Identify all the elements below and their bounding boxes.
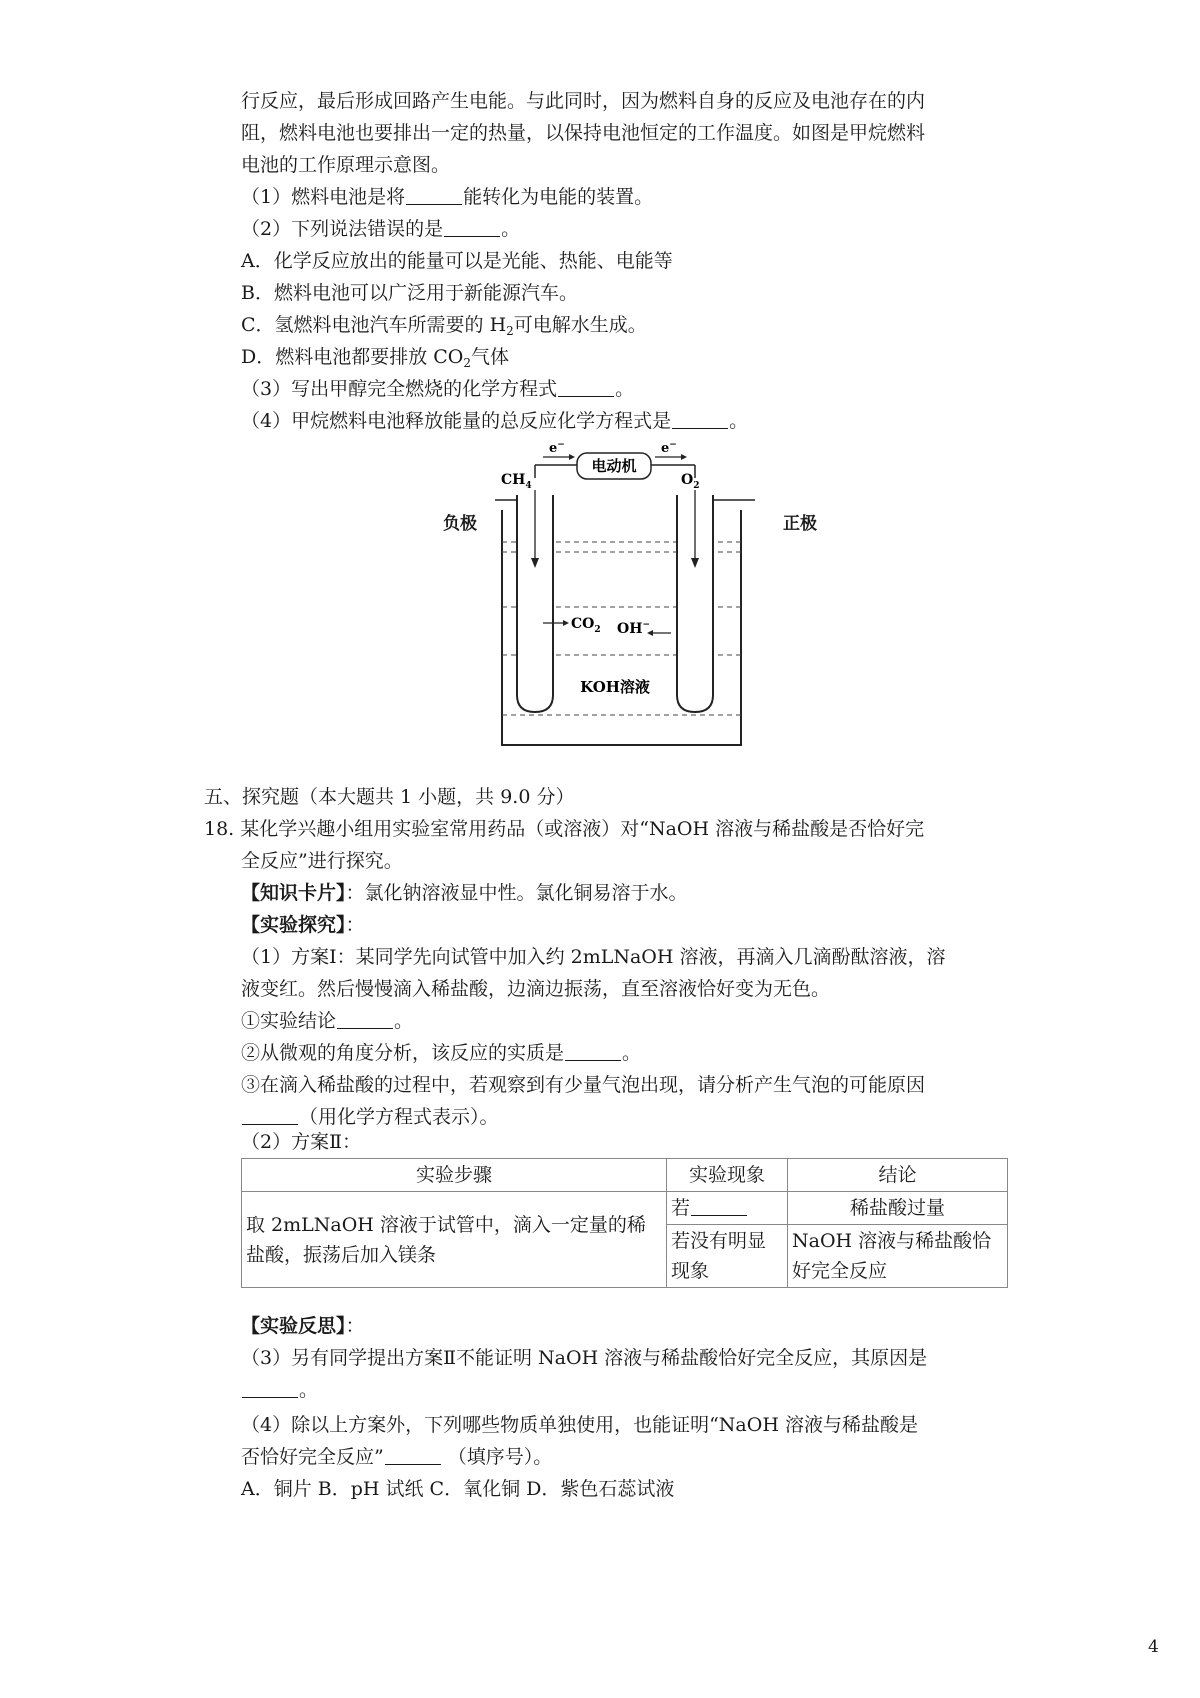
knowledge-card: 【知识卡片】：氯化钠溶液显中性。氯化铜易溶于水。	[241, 882, 688, 904]
table-cell-phenomenon: 若	[667, 1192, 788, 1225]
oh-label: OH−	[617, 620, 650, 637]
plan1-sub2: ②从微观的角度分析，该反应的实质是 。	[241, 1042, 642, 1064]
page-number: 4	[1148, 1637, 1159, 1657]
answer-blank[interactable]	[565, 1042, 621, 1061]
q17-part4: （4）甲烷燃料电池释放能量的总反应化学方程式是 。	[241, 410, 749, 432]
q18-stem-2: 全反应”进行探究。	[241, 850, 403, 872]
koh-solution-label: KOH溶液	[580, 678, 650, 696]
arrowhead	[569, 454, 575, 460]
o2-label: $O_2$	[681, 472, 700, 491]
answer-blank[interactable]	[672, 410, 728, 429]
answer-blank[interactable]	[691, 1197, 747, 1216]
plan1-sub3-line2: （用化学方程式表示）。	[241, 1102, 499, 1132]
answer-blank[interactable]	[558, 378, 614, 397]
section-heading: 五、探究题（本大题共 1 小题，共 9.0 分）	[204, 786, 575, 808]
table-row	[242, 1192, 1008, 1225]
plan1-sub3-line1: ③在滴入稀盐酸的过程中，若观察到有少量气泡出现，请分析产生气泡的可能原因	[241, 1074, 926, 1096]
reflection-part3-line2: 。	[241, 1375, 318, 1405]
methane-fuel-cell-diagram	[495, 440, 775, 752]
answer-blank[interactable]	[242, 1106, 298, 1125]
intro-line-3: 电池的工作原理示意图。	[241, 154, 451, 176]
table-cell-conclusion: 稀盐酸过量	[788, 1192, 1008, 1225]
q17-part3: （3）写出甲醇完全燃烧的化学方程式 。	[241, 378, 635, 400]
reflection-part4-line1: （4）除以上方案外，下列哪些物质单独使用，也能证明“NaOH 溶液与稀盐酸是	[241, 1414, 918, 1436]
reflection-options: A．铜片 B．pH 试纸 C．氧化铜 D．紫色石蕊试液	[241, 1478, 675, 1500]
q17-option-a: A．化学反应放出的能量可以是光能、热能、电能等	[241, 250, 673, 272]
ch4-label: $CH_4$	[501, 472, 532, 491]
plan1-line-1: （1）方案Ⅰ：某同学先向试管中加入约 2mLNaOH 溶液，再滴入几滴酚酞溶液，溶	[241, 946, 946, 968]
intro-line-2: 阻，燃料电池也要排出一定的热量，以保持电池恒定的工作温度。如图是甲烷燃料	[241, 122, 926, 144]
answer-blank[interactable]	[406, 186, 462, 205]
table-header: 实验步骤	[242, 1159, 667, 1192]
q17-option-b: B．燃料电池可以广泛用于新能源汽车。	[241, 282, 578, 304]
q17-option-d: D．燃料电池都要排放 $CO_2$气体	[241, 346, 510, 370]
answer-blank[interactable]	[444, 218, 500, 237]
q17-part2: （2）下列说法错误的是 。	[241, 218, 521, 240]
plan1-sub1: ①实验结论 。	[241, 1010, 414, 1032]
intro-line-1: 行反应，最后形成回路产生电能。与此同时，因为燃料自身的反应及电池存在的内	[241, 90, 926, 112]
motor-label: 电动机	[591, 457, 637, 475]
table-header-row	[242, 1159, 1008, 1192]
electron-label-left: e−	[549, 440, 565, 456]
table-header: 实验现象	[667, 1159, 788, 1192]
q17-part1: （1）燃料电池是将 能转化为电能的装置。	[241, 186, 654, 208]
table-cell-conclusion: NaOH 溶液与稀盐酸恰好完全反应	[788, 1225, 1008, 1288]
q17-option-c: C．氢燃料电池汽车所需要的 $H_2$可电解水生成。	[241, 314, 647, 338]
positive-electrode-label: 正极	[783, 514, 817, 534]
electron-label-right: e−	[661, 440, 677, 456]
plan1-line-2: 液变红。然后慢慢滴入稀盐酸，边滴边振荡，直至溶液恰好变为无色。	[241, 978, 831, 1000]
reflection-part3-line1: （3）另有同学提出方案Ⅱ不能证明 NaOH 溶液与稀盐酸恰好完全反应，其原因是	[241, 1347, 928, 1369]
reflection-part4-line2: 否恰好完全反应” （填序号）。	[241, 1446, 553, 1468]
experiment-reflection: 【实验反思】：	[241, 1315, 365, 1337]
q18-stem-1: 18. 某化学兴趣小组用实验室常用药品（或溶液）对“NaOH 溶液与稀盐酸是否恰好完	[204, 818, 925, 840]
co2-label: $CO_2$	[571, 616, 601, 635]
plan2-heading: （2）方案Ⅱ：	[241, 1131, 362, 1153]
negative-electrode-label: 负极	[443, 514, 477, 534]
answer-blank[interactable]	[385, 1446, 441, 1465]
table-cell-phenomenon: 若没有明显现象	[667, 1225, 788, 1288]
arrowhead	[563, 620, 569, 626]
plan2-table	[241, 1158, 1008, 1288]
answer-blank[interactable]	[337, 1010, 393, 1029]
table-cell-step: 取 2mLNaOH 溶液于试管中，滴入一定量的稀盐酸，振荡后加入镁条	[242, 1192, 667, 1288]
arrowhead	[681, 454, 687, 460]
experiment-exploration: 【实验探究】：	[241, 914, 365, 936]
answer-blank[interactable]	[242, 1379, 298, 1398]
table-header: 结论	[788, 1159, 1008, 1192]
